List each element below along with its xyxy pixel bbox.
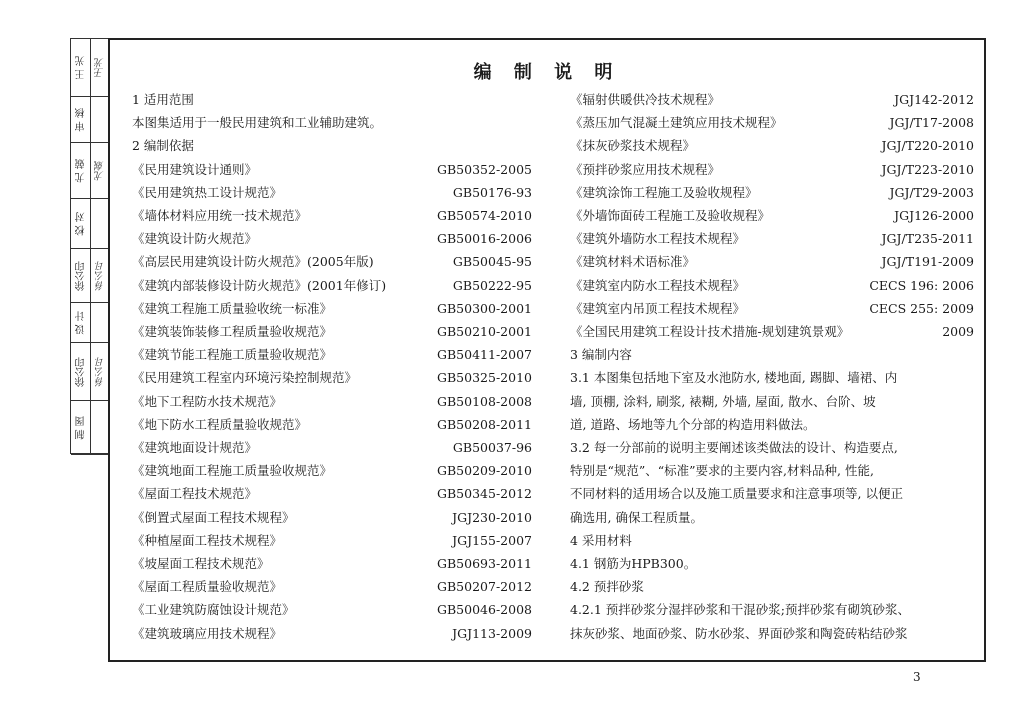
text-line bbox=[132, 229, 532, 249]
line-text: 《抹灰砂浆技术规程》 bbox=[570, 138, 696, 154]
standard-code: GB50411-2007 bbox=[437, 347, 532, 363]
line-text: 《建筑工程施工质量验收统一标准》 bbox=[132, 300, 333, 316]
line-text: 特别是“规范”、“标准”要求的主要内容,材料品种, 性能, bbox=[570, 463, 874, 479]
text-line bbox=[570, 554, 974, 574]
text-line bbox=[132, 90, 532, 110]
title-block-role: 徐公印 bbox=[76, 356, 87, 387]
line-text: 抹灰砂浆、地面砂浆、防水砂浆、界面砂浆和陶瓷砖粘结砂浆 bbox=[570, 625, 908, 641]
text-line bbox=[132, 206, 532, 226]
standard-code: GB50345-2012 bbox=[437, 486, 532, 502]
line-text: 《民用建筑热工设计规范》 bbox=[132, 184, 283, 200]
title-block-role: 尤 兢 bbox=[76, 158, 87, 183]
standard-code: GB50574-2010 bbox=[437, 208, 532, 223]
standard-code: GB50037-96 bbox=[452, 440, 532, 455]
text-line bbox=[132, 554, 532, 574]
standard-code: GB50176-93 bbox=[452, 184, 532, 200]
line-text: 确选用, 确保工程质量。 bbox=[570, 509, 703, 525]
line-text: 《建筑室内防水工程技术规程》 bbox=[570, 277, 746, 293]
text-line bbox=[570, 252, 974, 272]
line-text: 《预拌砂浆应用技术规程》 bbox=[570, 161, 721, 177]
text-line bbox=[570, 368, 974, 388]
title-block-signature: 徐公印 bbox=[95, 356, 106, 387]
page-number: 3 bbox=[913, 670, 921, 684]
standard-code: GB50046-2008 bbox=[437, 602, 532, 618]
line-text: 2 编制依据 bbox=[132, 138, 194, 154]
standard-code: GB50209-2010 bbox=[437, 463, 532, 479]
line-text: 4 采用材料 bbox=[570, 532, 632, 548]
line-text: 《建筑设计防火规范》 bbox=[132, 231, 258, 247]
standard-code: GB50693-2011 bbox=[437, 556, 532, 571]
line-text: 《建筑地面设计规范》 bbox=[132, 440, 258, 455]
text-line bbox=[570, 484, 974, 504]
line-text: 4.2 预拌砂浆 bbox=[570, 579, 644, 595]
text-line bbox=[132, 624, 532, 644]
text-line bbox=[132, 508, 532, 528]
text-line bbox=[132, 577, 532, 597]
text-line bbox=[132, 183, 532, 203]
standard-code: GB50016-2006 bbox=[437, 231, 532, 247]
text-line bbox=[570, 345, 974, 365]
standard-code: JGJ155-2007 bbox=[452, 532, 532, 548]
standard-code: GB50045-95 bbox=[452, 254, 532, 270]
line-text: 不同材料的适用场合以及施工质量要求和注意事项等, 以便正 bbox=[570, 486, 903, 502]
standard-code: CECS 196: 2006 bbox=[869, 277, 974, 293]
text-line bbox=[132, 531, 532, 551]
line-text: 《高层民用建筑设计防火规范》(2005年版) bbox=[132, 254, 374, 270]
title-block-role: 设 计 bbox=[76, 310, 87, 335]
text-line bbox=[570, 113, 974, 133]
text-line bbox=[132, 392, 532, 412]
text-line bbox=[570, 136, 974, 156]
line-text: 《民用建筑设计通则》 bbox=[132, 161, 258, 177]
line-text: 《建筑外墙防水工程技术规程》 bbox=[570, 231, 746, 247]
line-text: 《屋面工程质量验收规范》 bbox=[132, 579, 283, 595]
text-line bbox=[570, 183, 974, 203]
title-block-signature: 徐公印 bbox=[95, 260, 106, 291]
standard-code: GB50352-2005 bbox=[437, 161, 532, 177]
title-block-divider bbox=[90, 39, 91, 453]
text-line bbox=[570, 577, 974, 597]
page-title: 编 制 说 明 bbox=[473, 62, 621, 83]
standard-code: JGJ/T29-2003 bbox=[889, 184, 974, 200]
text-line bbox=[570, 276, 974, 296]
line-text: 《建筑内部装修设计防火规范》(2001年修订) bbox=[132, 277, 387, 293]
line-text: 《坡屋面工程技术规范》 bbox=[132, 556, 270, 571]
standard-code: JGJ126-2000 bbox=[894, 208, 974, 223]
text-line bbox=[132, 345, 532, 365]
standard-code: GB50300-2001 bbox=[437, 300, 532, 316]
line-text: 《建筑玻璃应用技术规程》 bbox=[132, 625, 283, 641]
line-text: 《建筑节能工程施工质量验收规范》 bbox=[132, 347, 333, 363]
text-line bbox=[132, 113, 532, 133]
standard-code: JGJ142-2012 bbox=[894, 92, 974, 107]
line-text: 《墙体材料应用统一技术规范》 bbox=[132, 208, 308, 223]
line-text: 3.2 每一分部前的说明主要阐述该类做法的设计、构造要点, bbox=[570, 440, 898, 455]
line-text: 《建筑装饰装修工程质量验收规范》 bbox=[132, 324, 333, 339]
line-text: 《建筑室内吊顶工程技术规程》 bbox=[570, 300, 746, 316]
title-block-role: 制 图 bbox=[76, 415, 87, 440]
text-line bbox=[570, 299, 974, 319]
text-line bbox=[570, 206, 974, 226]
text-line bbox=[132, 252, 532, 272]
line-text: 《建筑地面工程施工质量验收规范》 bbox=[132, 463, 333, 479]
title-block-signature: 尤兢 bbox=[95, 160, 106, 181]
line-text: 本图集适用于一般民用建筑和工业辅助建筑。 bbox=[132, 115, 383, 131]
text-line bbox=[570, 461, 974, 481]
text-line bbox=[132, 276, 532, 296]
standard-code: JGJ230-2010 bbox=[452, 509, 532, 525]
line-text: 《建筑材料术语标准》 bbox=[570, 254, 696, 270]
text-line bbox=[132, 322, 532, 342]
standard-code: JGJ113-2009 bbox=[452, 625, 532, 641]
standard-code: GB50208-2011 bbox=[437, 416, 532, 432]
title-block-role: 审 核 bbox=[76, 107, 87, 132]
line-text: 《种植屋面工程技术规程》 bbox=[132, 532, 283, 548]
standard-code: GB50108-2008 bbox=[437, 393, 532, 409]
line-text: 墙, 顶棚, 涂料, 刷浆, 裱糊, 外墙, 屋面, 散水、台阶、坡 bbox=[570, 393, 876, 409]
line-text: 3.1 本图集包括地下室及水池防水, 楼地面, 踢脚、墙裙、内 bbox=[570, 370, 898, 386]
text-line bbox=[570, 438, 974, 458]
text-line bbox=[132, 600, 532, 620]
line-text: 3 编制内容 bbox=[570, 347, 632, 363]
text-line bbox=[132, 484, 532, 504]
standard-code: JGJ/T223-2010 bbox=[881, 161, 974, 177]
line-text: 《全国民用建筑工程设计技术措施-规划建筑景观》 bbox=[570, 324, 850, 339]
line-text: 《地下工程防水技术规范》 bbox=[132, 393, 283, 409]
line-text: 1 适用范围 bbox=[132, 92, 194, 107]
text-line bbox=[132, 438, 532, 458]
text-line bbox=[132, 136, 532, 156]
title-block-signature: 王光 bbox=[95, 57, 106, 78]
line-text: 《建筑涂饰工程施工及验收规程》 bbox=[570, 184, 758, 200]
standard-code: GB50325-2010 bbox=[437, 370, 532, 386]
title-block-role: 校 对 bbox=[76, 211, 87, 236]
text-line bbox=[132, 415, 532, 435]
text-line bbox=[132, 368, 532, 388]
standard-code: GB50207-2012 bbox=[437, 579, 532, 595]
standard-code: CECS 255: 2009 bbox=[869, 300, 974, 316]
line-text: 《蒸压加气混凝土建筑应用技术规程》 bbox=[570, 115, 783, 131]
text-line bbox=[570, 508, 974, 528]
standard-code: JGJ/T191-2009 bbox=[881, 254, 974, 270]
line-text: 《外墙饰面砖工程施工及验收规程》 bbox=[570, 208, 771, 223]
text-line bbox=[570, 624, 974, 644]
line-text: 4.2.1 预拌砂浆分湿拌砂浆和干混砂浆;预拌砂浆有砌筑砂浆、 bbox=[570, 602, 910, 618]
standard-code: GB50222-95 bbox=[452, 277, 532, 293]
line-text: 道, 道路、场地等九个分部的构造用料做法。 bbox=[570, 416, 816, 432]
line-text: 《工业建筑防腐蚀设计规范》 bbox=[132, 602, 295, 618]
line-text: 《地下防水工程质量验收规范》 bbox=[132, 416, 308, 432]
text-line bbox=[570, 600, 974, 620]
title-block-role: 徐公印 bbox=[76, 260, 87, 291]
text-line bbox=[570, 229, 974, 249]
text-line bbox=[570, 90, 974, 110]
title-block-role: 王 光 bbox=[76, 55, 87, 80]
text-line bbox=[570, 160, 974, 180]
standard-code: 2009 bbox=[942, 324, 974, 339]
standard-code: GB50210-2001 bbox=[437, 324, 532, 339]
standard-code: JGJ/T235-2011 bbox=[881, 231, 974, 247]
text-line bbox=[132, 299, 532, 319]
standard-code: JGJ/T220-2010 bbox=[881, 138, 974, 154]
title-block bbox=[70, 38, 108, 454]
line-text: 4.1 钢筋为HPB300。 bbox=[570, 556, 697, 571]
text-line bbox=[570, 531, 974, 551]
text-line bbox=[570, 392, 974, 412]
standard-code: JGJ/T17-2008 bbox=[889, 115, 974, 131]
line-text: 《民用建筑工程室内环境污染控制规范》 bbox=[132, 370, 358, 386]
text-line bbox=[132, 461, 532, 481]
line-text: 《屋面工程技术规范》 bbox=[132, 486, 258, 502]
line-text: 《辐射供暖供冷技术规程》 bbox=[570, 92, 721, 107]
text-line bbox=[570, 415, 974, 435]
text-line bbox=[132, 160, 532, 180]
line-text: 《倒置式屋面工程技术规程》 bbox=[132, 509, 295, 525]
text-line bbox=[570, 322, 974, 342]
